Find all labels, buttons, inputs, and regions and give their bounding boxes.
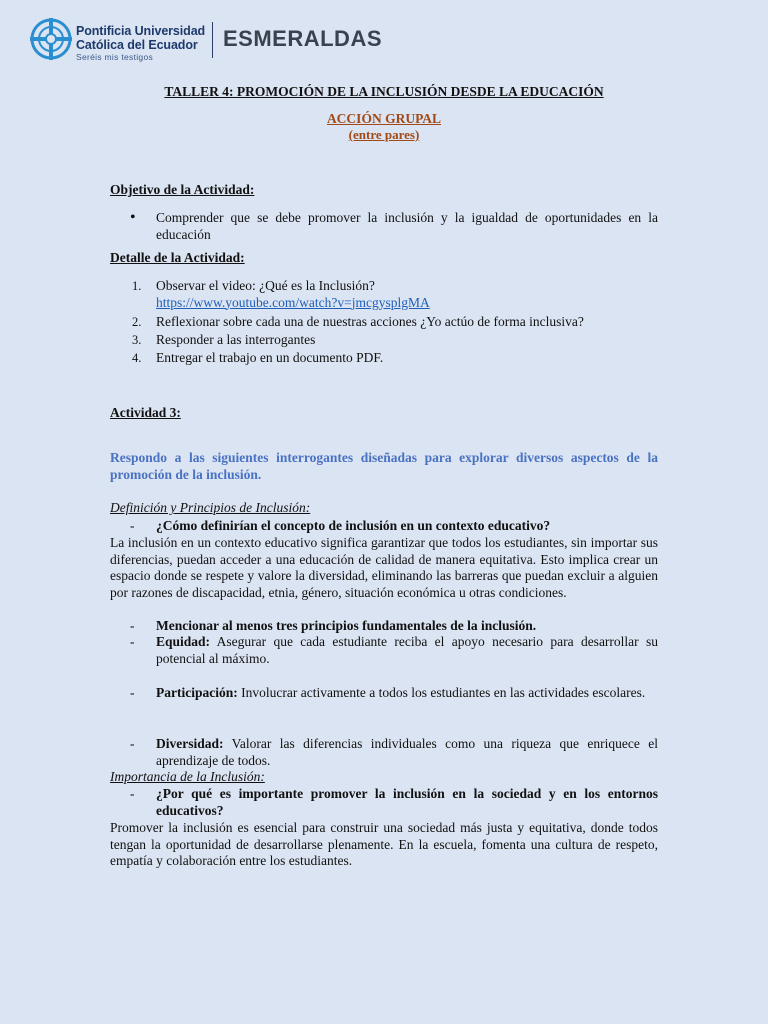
- objective-heading: Objetivo de la Actividad:: [110, 182, 255, 197]
- principle-term: Equidad:: [156, 634, 211, 649]
- question-2: [110, 618, 658, 635]
- dash-mark: -: [130, 518, 135, 533]
- item-text: Responder a las interrogantes: [156, 332, 316, 347]
- header-logo: [28, 14, 428, 66]
- bullet-mark: •: [130, 209, 136, 226]
- dash-mark: -: [130, 618, 135, 633]
- detail-item-2: [110, 314, 658, 331]
- answer-1: La inclusión en un contexto educativo significa garantizar que todos los estudiantes, sin importar sus diferencias, puedan acceder a una educación de calidad de manera equitativa. Esto implica crear un espacio donde se respete y valore la diversidad, eliminando las barreras que puedan excluir a alguien por razones de discapacidad, etnia, género, situación económica u otras condiciones.: [110, 535, 658, 600]
- item-number: 1.: [132, 279, 142, 293]
- objective-bullet: [110, 210, 658, 243]
- item-number: 2.: [132, 315, 142, 329]
- question-text: ¿Por qué es importante promover la inclusión en la sociedad y en los entornos educativos?: [156, 786, 658, 818]
- subtitle-entre-pares: (entre pares): [348, 127, 420, 142]
- university-motto: Seréis mis testigos: [76, 52, 154, 62]
- principle-diversidad: [110, 736, 658, 769]
- header-divider: [212, 22, 213, 58]
- detail-item-3: [110, 332, 658, 349]
- item-text: Reflexionar sobre cada una de nuestras acciones ¿Yo actúo de forma inclusiva?: [156, 314, 584, 329]
- principle-text: Asegurar que cada estudiante reciba el apoyo necesario para desarrollar su potencial al máximo.: [156, 634, 658, 666]
- objective-text: Comprender que se debe promover la inclusión y la igualdad de oportunidades en la educación: [156, 210, 658, 242]
- campus-name: ESMERALDAS: [223, 26, 383, 51]
- detail-heading: Detalle de la Actividad:: [110, 250, 245, 265]
- item-text: Entregar el trabajo en un documento PDF.: [156, 350, 384, 365]
- question-text: ¿Cómo definirían el concepto de inclusión en un contexto educativo?: [156, 518, 551, 533]
- principle-participacion: [110, 685, 658, 702]
- document-title: TALLER 4: PROMOCIÓN DE LA INCLUSIÓN DESDE LA EDUCACIÓN: [164, 84, 604, 99]
- answer-3: Promover la inclusión es esencial para construir una sociedad más justa y equitativa, donde todos tengan la oportunidad de desarrollarse plenamente. En la escuela, fomenta una cultura de respeto, empatía y colaboración entre los estudiantes.: [110, 820, 658, 868]
- subtitle-accion-grupal: ACCIÓN GRUPAL: [326, 111, 442, 126]
- dash-mark: -: [130, 634, 135, 649]
- item-text: Observar el video: ¿Qué es la Inclusión?: [156, 278, 375, 293]
- detail-item-1: [110, 278, 658, 311]
- section2-heading: Importancia de la Inclusión:: [110, 769, 265, 784]
- dash-mark: -: [130, 736, 135, 751]
- university-name-line2: Católica del Ecuador: [76, 38, 198, 52]
- university-name-line1: Pontificia Universidad: [76, 24, 206, 38]
- question-text: Mencionar al menos tres principios fundamentales de la inclusión.: [156, 618, 537, 633]
- video-link[interactable]: https://www.youtube.com/watch?v=jmcgysplgMA: [156, 294, 430, 310]
- university-seal-icon: [28, 16, 74, 62]
- item-number: 3.: [132, 333, 142, 347]
- section1-heading: Definición y Principios de Inclusión:: [110, 500, 311, 515]
- dash-mark: -: [130, 786, 135, 801]
- detail-item-4: [110, 350, 658, 367]
- activity-heading: Actividad 3:: [110, 405, 181, 420]
- question-3: [110, 786, 658, 819]
- principle-text: Valorar las diferencias individuales como una riqueza que enriquece el aprendizaje de todos.: [156, 736, 658, 768]
- principle-term: Participación:: [156, 685, 238, 700]
- question-1: [110, 518, 658, 535]
- dash-mark: -: [130, 685, 135, 700]
- activity-intro: Respondo a las siguientes interrogantes diseñadas para explorar diversos aspectos de la promoción de la inclusión.: [110, 450, 658, 482]
- principle-text: Involucrar activamente a todos los estudiantes en las actividades escolares.: [237, 685, 646, 700]
- principle-term: Diversidad:: [156, 736, 224, 751]
- principle-equidad: [110, 634, 658, 667]
- item-number: 4.: [132, 351, 142, 365]
